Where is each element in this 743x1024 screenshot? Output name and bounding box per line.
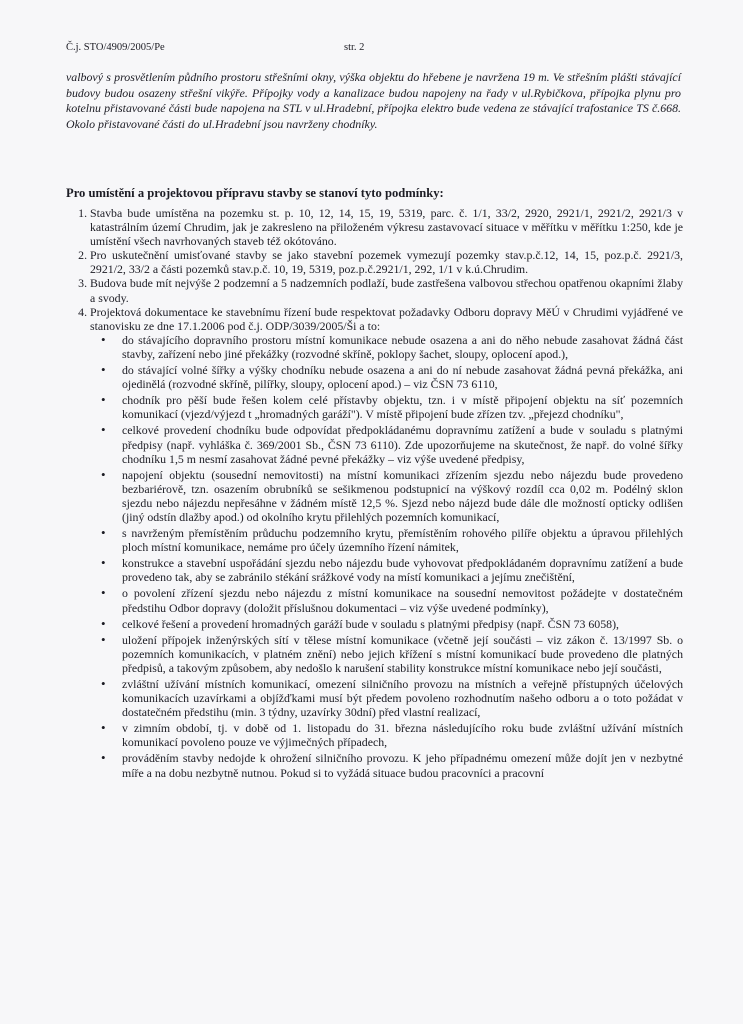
condition-text: Budova bude mít nejvýše 2 podzemní a 5 nadzemních podlaží, bude zastřešena valbovou střechou opatřenou okapními žlaby a svody.	[90, 276, 683, 305]
requirement-item: • s navrženým přemístěním průduchu podzemního krytu, přemístěním rohového pilíře objektu a úpravou přilehlých ploch místní komunikace, nemáme pro účely územního řízení námitek,	[122, 526, 683, 554]
requirement-item: • o povolení zřízení sjezdu nebo nájezdu z místní komunikace na sousední nemovitost požádejte v dostatečném předstihu Odbor dopravy (doložit příslušnou dokumentaci – viz výše uvedené podmínky),	[122, 586, 683, 614]
condition-item	[90, 206, 683, 248]
reference-number: Č.j. STO/4909/2005/Pe	[66, 42, 165, 53]
condition-item	[90, 276, 683, 304]
condition-text: Pro uskutečnění umisťované stavby se jako stavební pozemek vymezují pozemky stav.p.č.12, 14, 15, poz.p.č. 2921/3, 2921/2, 33/2 a části pozemků stav.p.č. 10, 19, 5319, poz.p.č.2921/1, 292, 1/1 v k.ú.Chrudim.	[90, 248, 683, 277]
requirement-item: • prováděním stavby nedojde k ohrožení silničního provozu. K jeho případnému omezení může dojít jen v nezbytné míře a na dobu nezbytně nutnou. Pokud si to vyžádá situace budou pracovníci a pracovní	[122, 751, 683, 779]
condition-item	[90, 305, 683, 780]
requirement-item: • chodník pro pěší bude řešen kolem celé přístavby objektu, tzn. i v místě připojení objektu na síť pozemních komunikací (vjezd/výjezd t „hromadných garáží"). V místě připojení bude zřízen tzv. „přejezd chodníku",	[122, 393, 683, 421]
condition-text: Projektová dokumentace ke stavebnímu řízení bude respektovat požadavky Odboru dopravy MěÚ v Chrudimi vyjádřené ve stanovisku ze dne 17.1.2006 pod č.j. ODP/3039/2005/Ši a to:	[90, 304, 683, 333]
requirements-list	[90, 333, 683, 780]
page-number: str. 2	[344, 42, 365, 53]
requirement-item: • do stávající volné šířky a výšky chodníku nebude osazena a ani do ní nebude zasahovat žádná pevná překážka, ani ojedinělá (rozvodné skříně, pilířky, sloupy, oplocení apod.) – viz ČSN 73 6110,	[122, 363, 683, 391]
requirement-item: • zvláštní užívání místních komunikací, omezení silničního provozu na místních a veřejně přístupných účelových komunikacích uzavírkami a objížďkami musí být předem povoleno rozhodnutím našeho odboru a o toto požádat v dostatečném předstihu (min. 3 týdny, uzavírky 30dní) před vlastní realizací,	[122, 677, 683, 719]
requirement-item: • v zimním období, tj. v době od 1. listopadu do 31. března následujícího roku bude zvláštní užívání místních komunikací povoleno pouze ve výjimečných případech,	[122, 721, 683, 749]
condition-item	[90, 248, 683, 276]
requirement-item: • uložení přípojek inženýrských sítí v tělese místní komunikace (včetně její součásti – viz zákon č. 13/1997 Sb. o pozemních komunikacích, v platném znění) nebo jejich křížení s místní komunikací bude provedeno dle platných předpisů, a takovým způsobem, aby nedošlo k narušení stability konstrukce místní komunikace nebo její součásti,	[122, 633, 683, 675]
requirement-item: • napojení objektu (sousední nemovitosti) na místní komunikaci zřízením sjezdu nebo nájezdu bude provedeno bezbariérově, tzn. osazením obrubníků se sešikmenou podstupnicí na výškový rozdíl cca 0,02 m. Podélný sklon sjezdu nebo nájezdu nepřesáhne v žádném místě 12,5 %. Sjezd nebo nájezd bude dále dle možností opticky odlišen (jiný odstín dlažby apod.) od okolního krytu přilehlých pozemních komunikací,	[122, 468, 683, 524]
requirement-item: • celkové řešení a provedení hromadných garáží bude v souladu s platnými předpisy (např. ČSN 73 6058),	[122, 617, 683, 631]
requirement-item: • celkové provedení chodníku bude odpovídat předpokládanému dopravnímu zatížení a bude v souladu s platnými předpisy (např. vyhláška č. 369/2001 Sb., ČSN 73 6110). Zde upozorňujeme na skutečnost, že např. do volné šířky chodníku 1,5 m nesmí zasahovat žádné pevné překážky – viz výše uvedené předpisy,	[122, 423, 683, 465]
requirement-item: • konstrukce a stavební uspořádání sjezdu nebo nájezdu bude vyhovovat předpokládaném dopravnímu zatížení a bude provedeno tak, aby se zabránilo stékání srážkové vody na místí komunikaci a jejímu znečištění,	[122, 556, 683, 584]
conditions-list	[66, 206, 683, 782]
intro-paragraph: valbový s prosvětlením půdního prostoru střešními okny, výška objektu do hřebene je navržena 19 m. Ve střešním plášti stávající budovy budou osazeny střešní vikýře. Přípojky vody a kanalizace budou napojeny na řady v ul.Rybičkova, přípojka plynu pro kotelnu přistavované části bude napojena na STL v ul.Hradební, přípojka elektro bude vedena ze stávající trafostanice TS č.668. Okolo přistavované části do ul.Hradební jsou navrženy chodníky.	[66, 70, 681, 131]
requirement-item: • do stávajícího dopravního prostoru místní komunikace nebude osazena a ani do něho nebude zasahovat žádná část stavby, zařízení nebo jiné překážky (rozvodné skříně, poklopy šachet, sloupy, oplocení apod.),	[122, 333, 683, 361]
conditions-heading: Pro umístění a projektovou přípravu stavby se stanoví tyto podmínky:	[66, 186, 444, 200]
condition-text: Stavba bude umístěna na pozemku st. p. 10, 12, 14, 15, 19, 5319, parc. č. 1/1, 33/2, 2920, 2921/1, 2921/2, 2921/3 v katastrálním území Chrudim, jak je zakresleno na přiloženém výkresu zastavovací situace v měřítku v měřítku 1:250, kde je umístění všech navrhovaných staveb též okótováno.	[90, 206, 683, 249]
